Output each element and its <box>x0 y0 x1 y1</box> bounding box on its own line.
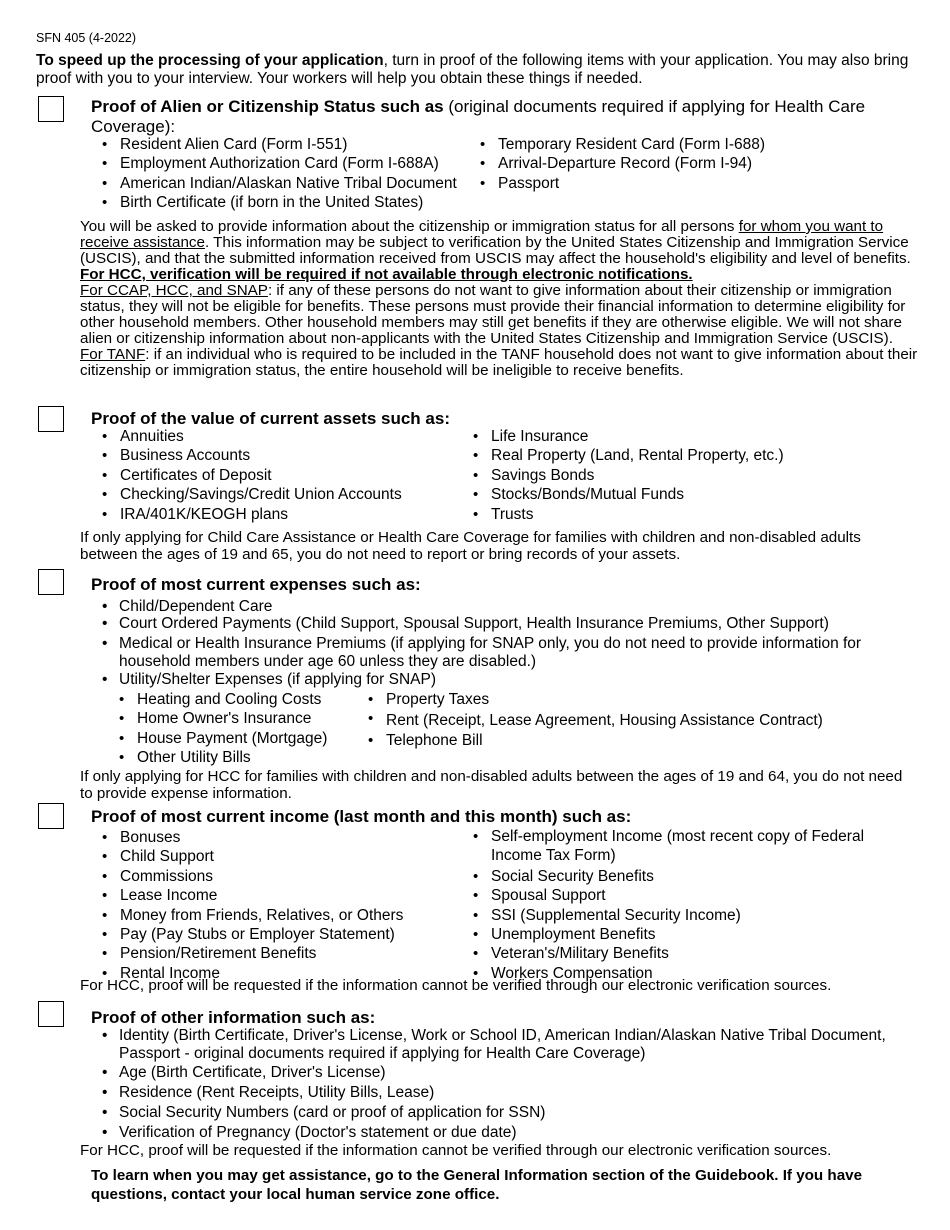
list-item: • Resident Alien Card (Form I-551) <box>100 135 457 154</box>
p2-text: : if any of these persons do not want to give information about their citizenship or immigration status, they will not be eligible for benefits. These persons must provide their financial information to determine eligibility for other household members. Other household members may still get benefits if they are otherwise eligible. We will not share alien or citizenship information about non-applicants with the United States Citizenship and Immigration Service (USCIS). <box>80 282 906 347</box>
list-item: • American Indian/Alaskan Native Tribal Document <box>100 174 457 193</box>
list-item: • Self-employment Income (most recent copy of Federal Income Tax Form) <box>471 828 891 867</box>
p3-text: : if an individual who is required to be included in the TANF household does not want to give information about their citizenship or immigration status, the entire household will be ineligible to receive benefits. <box>80 346 918 379</box>
assets-list-right <box>471 427 784 524</box>
assets-note: If only applying for Child Care Assistance or Health Care Coverage for families with children and non-disabled adults between the ages of 19 and 65, you do not need to report or bring records of your assets. <box>80 529 861 563</box>
list-item: • Business Accounts <box>100 446 402 465</box>
list-item: • Telephone Bill <box>366 731 823 750</box>
list-item: • Arrival-Departure Record (Form I-94) <box>478 154 765 173</box>
intro-text <box>36 52 916 88</box>
income-heading: Proof of most current income (last month and this month) such as: <box>91 807 632 826</box>
list-item: • Checking/Savings/Credit Union Accounts <box>100 485 402 504</box>
list-item: • Veteran's/Military Benefits <box>471 944 891 963</box>
citizenship-heading-bold: Proof of Alien or Citizenship Status such as <box>91 97 444 116</box>
list-item: • Heating and Cooling Costs <box>117 690 327 709</box>
list-item: • Workers Compensation <box>471 964 891 983</box>
list-item: • SSI (Supplemental Security Income) <box>471 906 891 925</box>
list-item: • Pay (Pay Stubs or Employer Statement) <box>100 925 403 944</box>
list-item: • House Payment (Mortgage) <box>117 729 327 748</box>
expenses-sublist-left <box>117 690 327 768</box>
other-heading: Proof of other information such as: <box>91 1008 376 1027</box>
citizenship-paragraph <box>80 219 918 379</box>
income-list-right <box>471 828 891 983</box>
list-item: • Pension/Retirement Benefits <box>100 944 403 963</box>
list-item: • Child Support <box>100 847 403 866</box>
list-item: • Trusts <box>471 505 784 524</box>
assets-list-left <box>100 427 402 524</box>
list-item: • Rent (Receipt, Lease Agreement, Housing Assistance Contract) <box>366 709 823 730</box>
form-number: SFN 405 (4-2022) <box>36 31 137 45</box>
assets-checkbox[interactable] <box>38 406 64 432</box>
list-item: • Verification of Pregnancy (Doctor's statement or due date) <box>100 1123 890 1143</box>
list-item: • Rental Income <box>100 964 403 983</box>
list-item: • Temporary Resident Card (Form I-688) <box>478 135 765 154</box>
list-item: • Age (Birth Certificate, Driver's License) <box>100 1063 890 1083</box>
list-item: • Home Owner's Insurance <box>117 709 327 728</box>
intro-rest: , turn in proof of the following items with your application. You may also bring proof with you to your interview. Your workers will help you obtain these things if needed. <box>36 52 909 87</box>
citizenship-list-right <box>478 135 765 193</box>
citizenship-checkbox[interactable] <box>38 96 64 122</box>
expenses-note: If only applying for HCC for families with children and non-disabled adults between the ages of 19 and 64, you do not need to provide expense information. <box>80 768 903 802</box>
list-item: • Annuities <box>100 427 402 446</box>
income-note: For HCC, proof will be requested if the information cannot be verified through our electronic verification sources. <box>80 977 832 994</box>
list-item: • Child/Dependent Care <box>100 598 890 615</box>
assets-heading: Proof of the value of current assets such as: <box>91 409 450 428</box>
expenses-checkbox[interactable] <box>38 569 64 595</box>
intro-bold: To speed up the processing of your application <box>36 52 384 69</box>
other-list <box>100 1027 890 1143</box>
p1-text-b: . This information may be subject to verification by the United States Citizenship and Immigration Service (USCIS), and that the submitted information received from USCIS may affect the household's eligibility and level of benefits. <box>80 234 911 267</box>
expenses-sublist-right <box>366 690 823 750</box>
list-item: • Spousal Support <box>471 886 891 905</box>
list-item: • Savings Bonds <box>471 466 784 485</box>
list-item: • Unemployment Benefits <box>471 925 891 944</box>
citizenship-list-left <box>100 135 457 213</box>
p2-underline: For CCAP, HCC, and SNAP <box>80 282 268 299</box>
list-item: • Court Ordered Payments (Child Support, Spousal Support, Health Insurance Premiums, Other Support) <box>100 615 890 632</box>
list-item: • Social Security Benefits <box>471 867 891 886</box>
closing-text: To learn when you may get assistance, go to the General Information section of the Guidebook. If you have questions, contact your local human service zone office. <box>91 1167 863 1203</box>
expenses-list <box>100 598 890 689</box>
list-item: • Bonuses <box>100 828 403 847</box>
list-item: • Birth Certificate (if born in the United States) <box>100 193 457 212</box>
list-item: • Stocks/Bonds/Mutual Funds <box>471 485 784 504</box>
list-item: • Commissions <box>100 867 403 886</box>
citizenship-heading <box>91 97 891 137</box>
list-item: • Medical or Health Insurance Premiums (if applying for SNAP only, you do not need to provide information for household members under age 60 unless they are disabled.) <box>100 635 890 671</box>
list-item: • Property Taxes <box>366 690 823 709</box>
income-list-left <box>100 828 403 983</box>
list-item: • Lease Income <box>100 886 403 905</box>
list-item: • Life Insurance <box>471 427 784 446</box>
list-item: • Utility/Shelter Expenses (if applying for SNAP) <box>100 671 890 689</box>
list-item: • Real Property (Land, Rental Property, etc.) <box>471 446 784 465</box>
citizenship-heading-rest: (original documents required if applying for Health Care Coverage): <box>91 97 866 136</box>
p1-underline: for whom you want to receive assistance <box>80 218 884 251</box>
p3-underline: For TANF <box>80 346 146 363</box>
list-item: • Passport <box>478 174 765 193</box>
list-item: • Money from Friends, Relatives, or Others <box>100 906 403 925</box>
income-checkbox[interactable] <box>38 803 64 829</box>
expenses-heading: Proof of most current expenses such as: <box>91 575 421 594</box>
list-item: • Residence (Rent Receipts, Utility Bills, Lease) <box>100 1083 890 1103</box>
list-item: • IRA/401K/KEOGH plans <box>100 505 402 524</box>
list-item: • Identity (Birth Certificate, Driver's License, Work or School ID, American Indian/Alaskan Native Tribal Document, Passport - original documents required if applying for Health Care Coverage) <box>100 1027 890 1063</box>
list-item: • Employment Authorization Card (Form I-688A) <box>100 154 457 173</box>
list-item: • Social Security Numbers (card or proof of application for SSN) <box>100 1103 890 1123</box>
other-checkbox[interactable] <box>38 1001 64 1027</box>
list-item: • Certificates of Deposit <box>100 466 402 485</box>
list-item: • Other Utility Bills <box>117 748 327 767</box>
p1-text: You will be asked to provide information about the citizenship or immigration status for all persons <box>80 218 739 235</box>
other-note: For HCC, proof will be requested if the information cannot be verified through our electronic verification sources. <box>80 1142 832 1159</box>
p1-bold-underline: For HCC, verification will be required if not available through electronic notifications. <box>80 266 693 283</box>
